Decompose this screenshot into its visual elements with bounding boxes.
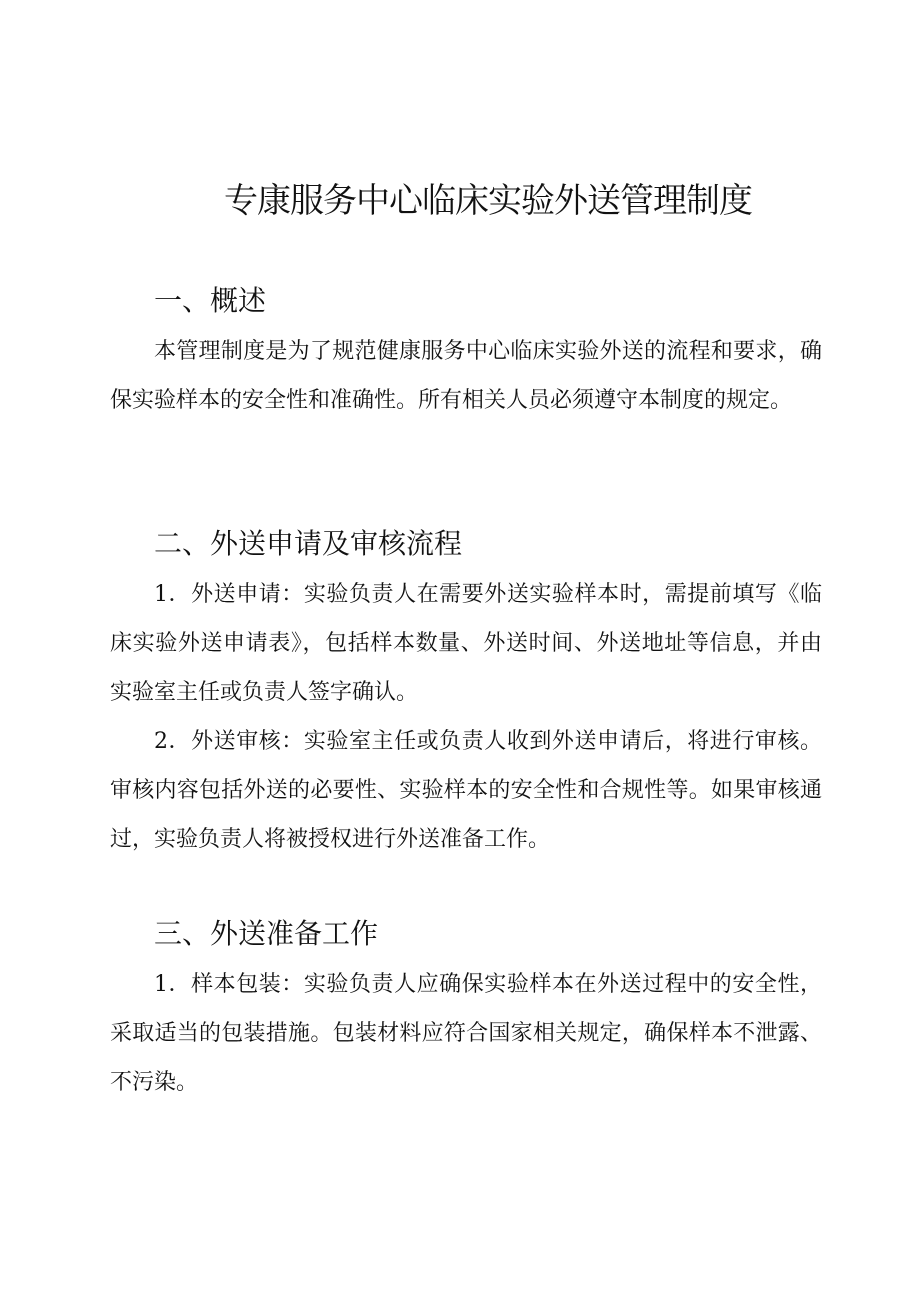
section-overview: [110, 281, 822, 425]
section-paragraph: 2．外送审核：实验室主任或负责人收到外送申请后，将进行审核。审核内容包括外送的必要性、实验样本的安全性和合规性等。如果审核通过，实验负责人将被授权进行外送准备工作。: [110, 729, 822, 852]
document-title: 专康服务中心临床实验外送管理制度: [224, 181, 752, 221]
section-heading: 一、概述: [154, 284, 267, 317]
section-application-review: [110, 524, 822, 864]
section-paragraph: 1．样本包装：实验负责人应确保实验样本在外送过程中的安全性，采取适当的包装措施。包装材料应符合国家相关规定，确保样本不泄露、不污染。: [110, 972, 822, 1095]
section-paragraph: 本管理制度是为了规范健康服务中心临床实验外送的流程和要求，确保实验样本的安全性和准确性。所有相关人员必须遵守本制度的规定。: [110, 339, 822, 413]
section-preparation: [110, 914, 822, 1107]
section-heading: 二、外送申请及审核流程: [154, 527, 463, 560]
section-paragraph: 1．外送申请：实验负责人在需要外送实验样本时，需提前填写《临床实验外送申请表》，包括样本数量、外送时间、外送地址等信息，并由实验室主任或负责人签字确认。: [110, 582, 822, 705]
section-heading: 三、外送准备工作: [154, 917, 379, 950]
